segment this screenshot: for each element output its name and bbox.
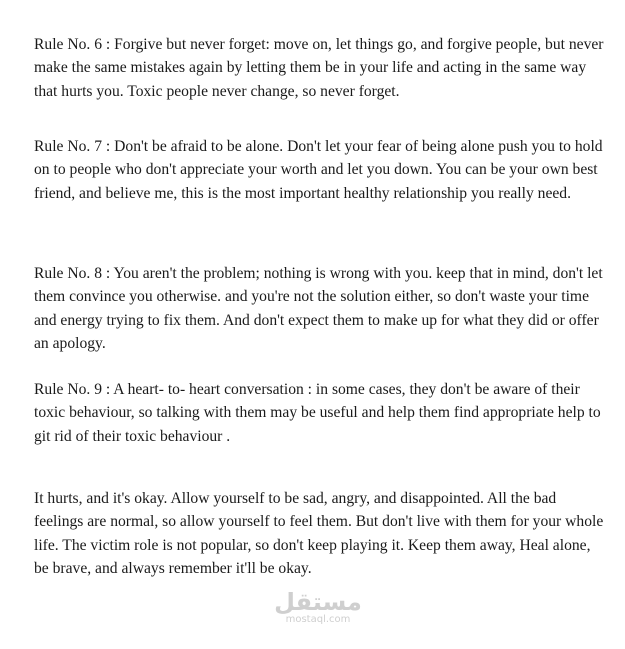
closing-paragraph: It hurts, and it's okay. Allow yourself to be sad, angry, and disappointed. All the bad feelings are normal, so allow yourself to feel them. But don't live with them for your whole life. The victim role is not popular, so don't keep playing it. Keep them away, Heal alone, be brave, and always remember it'll be okay. — [34, 490, 604, 578]
rule-9-paragraph: Rule No. 9 : A heart- to- heart conversation : in some cases, they don't be aware of their toxic behaviour, so talking with them may be useful and help them find appropriate help to git rid of their toxic behaviour . — [34, 381, 601, 445]
rule-8-paragraph: Rule No. 8 : You aren't the problem; nothing is wrong with you. keep that in mind, don't let them convince you otherwise. and you're not the solution either, so don't waste your time and energy trying to fix them. And don't expect them to make up for what they did or offer an apology. — [34, 265, 603, 353]
mostaql-watermark — [268, 588, 368, 626]
rule-7-paragraph: Rule No. 7 : Don't be afraid to be alone. Don't let your fear of being alone push you to hold on to people who don't appreciate your worth and let you down. You can be your own best friend, and believe me, this is the most important healthy relationship you really need. — [34, 138, 603, 202]
rule-6-paragraph: Rule No. 6 : Forgive but never forget: move on, let things go, and forgive people, but never make the same mistakes again by letting them be in your life and acting in the same way that hurts you. Toxic people never change, so never forget. — [34, 36, 604, 100]
watermark-arabic-logo: مستقل — [274, 588, 362, 616]
watermark-site-url: mostaql.com — [285, 614, 351, 625]
